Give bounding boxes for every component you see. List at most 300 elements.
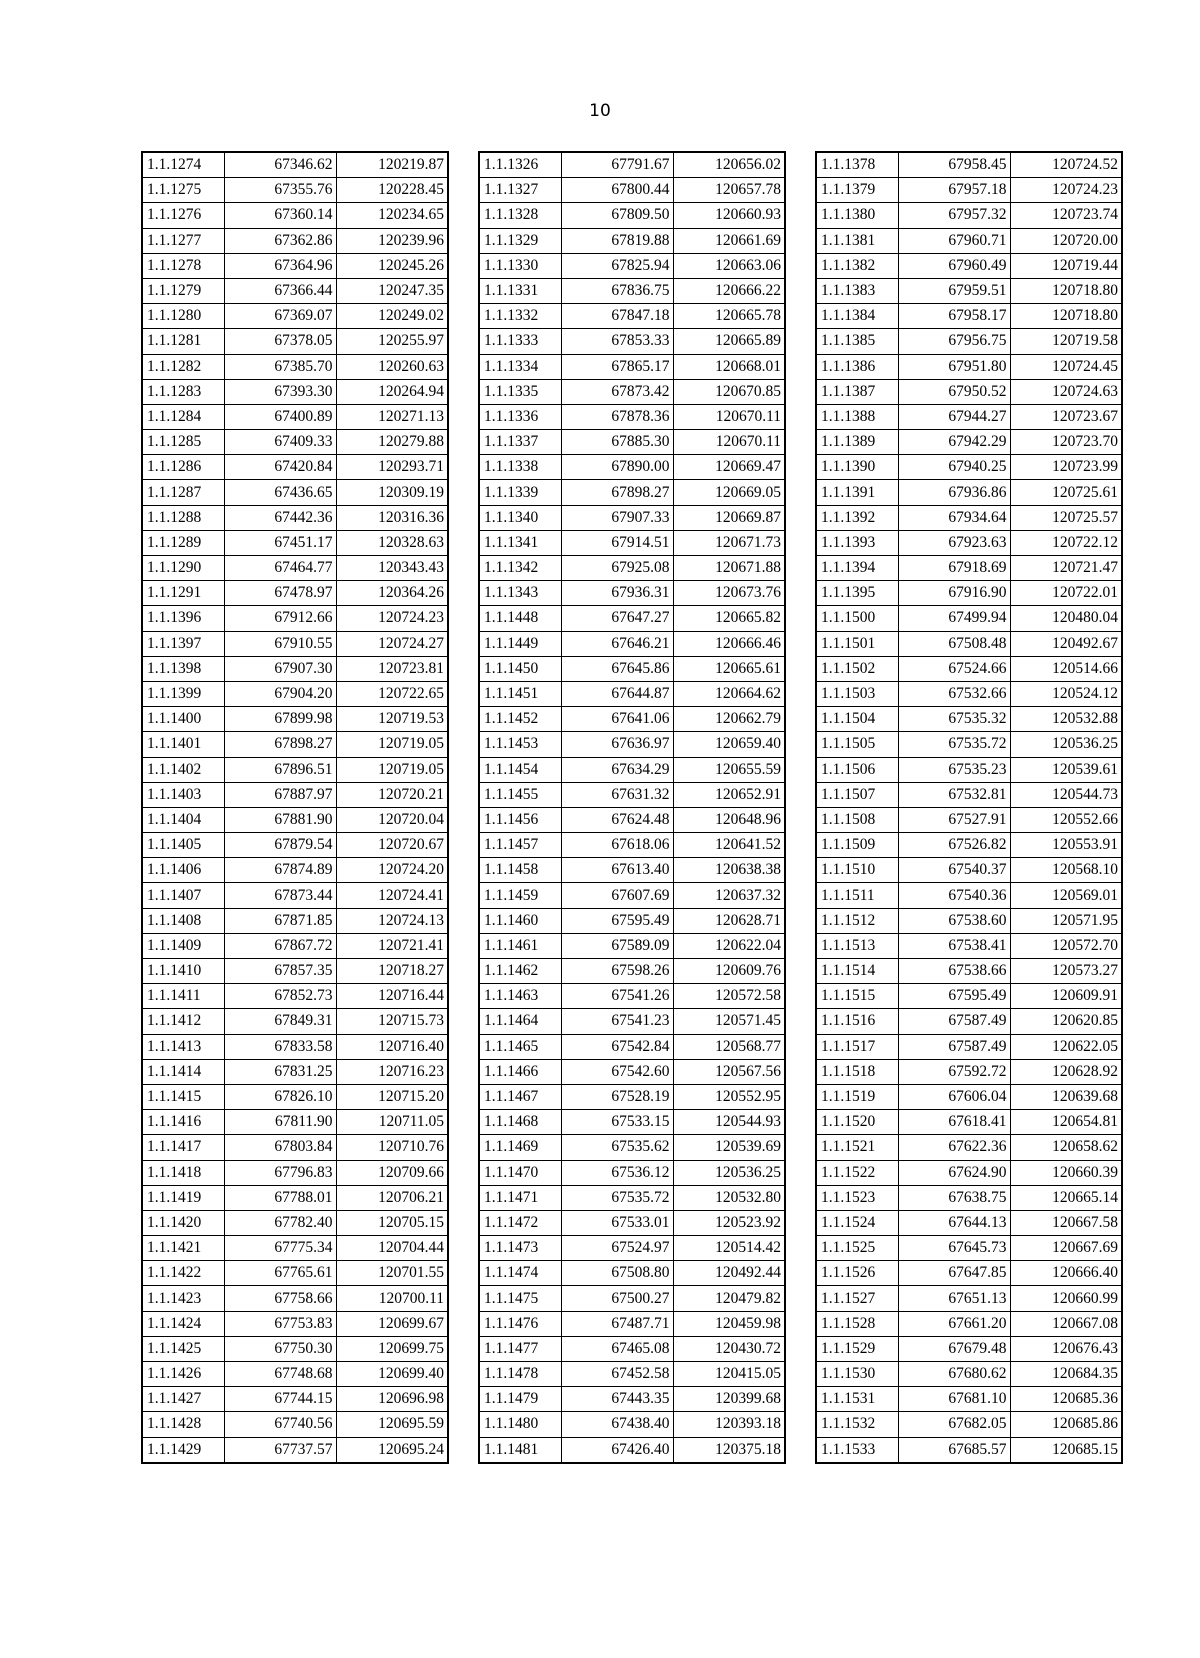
point-id-cell: 1.1.1455 bbox=[479, 782, 561, 807]
x-coordinate-cell: 67524.97 bbox=[561, 1236, 673, 1261]
y-coordinate-cell: 120638.38 bbox=[673, 858, 785, 883]
x-coordinate-cell: 67907.33 bbox=[561, 505, 673, 530]
y-coordinate-cell: 120701.55 bbox=[336, 1261, 448, 1286]
point-id-cell: 1.1.1502 bbox=[816, 656, 898, 681]
x-coordinate-cell: 67748.68 bbox=[224, 1362, 336, 1387]
table-row bbox=[816, 858, 1122, 883]
table-row bbox=[816, 681, 1122, 706]
table-row bbox=[479, 1286, 785, 1311]
point-id-cell: 1.1.1420 bbox=[142, 1210, 224, 1235]
y-coordinate-cell: 120722.12 bbox=[1010, 530, 1122, 555]
y-coordinate-cell: 120393.18 bbox=[673, 1412, 785, 1437]
x-coordinate-cell: 67400.89 bbox=[224, 404, 336, 429]
table-row bbox=[816, 1185, 1122, 1210]
point-id-cell: 1.1.1342 bbox=[479, 556, 561, 581]
point-id-cell: 1.1.1513 bbox=[816, 933, 898, 958]
table-row bbox=[816, 1034, 1122, 1059]
table-row bbox=[142, 1236, 448, 1261]
x-coordinate-cell: 67364.96 bbox=[224, 253, 336, 278]
table-row bbox=[479, 656, 785, 681]
point-id-cell: 1.1.1449 bbox=[479, 631, 561, 656]
point-id-cell: 1.1.1290 bbox=[142, 556, 224, 581]
point-id-cell: 1.1.1511 bbox=[816, 883, 898, 908]
x-coordinate-cell: 67538.41 bbox=[898, 933, 1010, 958]
x-coordinate-cell: 67451.17 bbox=[224, 530, 336, 555]
table-row bbox=[816, 480, 1122, 505]
x-coordinate-cell: 67951.80 bbox=[898, 354, 1010, 379]
x-coordinate-cell: 67535.62 bbox=[561, 1135, 673, 1160]
table-row bbox=[479, 908, 785, 933]
y-coordinate-cell: 120628.71 bbox=[673, 908, 785, 933]
y-coordinate-cell: 120716.40 bbox=[336, 1034, 448, 1059]
table-row bbox=[142, 631, 448, 656]
point-id-cell: 1.1.1394 bbox=[816, 556, 898, 581]
x-coordinate-cell: 67849.31 bbox=[224, 1009, 336, 1034]
x-coordinate-cell: 67871.85 bbox=[224, 908, 336, 933]
y-coordinate-cell: 120711.05 bbox=[336, 1110, 448, 1135]
table-row bbox=[142, 455, 448, 480]
y-coordinate-cell: 120666.40 bbox=[1010, 1261, 1122, 1286]
table-row bbox=[816, 1261, 1122, 1286]
y-coordinate-cell: 120724.63 bbox=[1010, 379, 1122, 404]
point-id-cell: 1.1.1401 bbox=[142, 732, 224, 757]
y-coordinate-cell: 120723.81 bbox=[336, 656, 448, 681]
y-coordinate-cell: 120719.53 bbox=[336, 707, 448, 732]
x-coordinate-cell: 67898.27 bbox=[561, 480, 673, 505]
point-id-cell: 1.1.1332 bbox=[479, 304, 561, 329]
x-coordinate-cell: 67958.45 bbox=[898, 152, 1010, 178]
point-id-cell: 1.1.1395 bbox=[816, 581, 898, 606]
table-row bbox=[816, 1336, 1122, 1361]
point-id-cell: 1.1.1335 bbox=[479, 379, 561, 404]
point-id-cell: 1.1.1275 bbox=[142, 178, 224, 203]
table-row bbox=[479, 354, 785, 379]
x-coordinate-cell: 67737.57 bbox=[224, 1437, 336, 1463]
y-coordinate-cell: 120622.05 bbox=[1010, 1034, 1122, 1059]
x-coordinate-cell: 67638.75 bbox=[898, 1185, 1010, 1210]
table-row bbox=[816, 933, 1122, 958]
point-id-cell: 1.1.1462 bbox=[479, 959, 561, 984]
table-row bbox=[816, 1362, 1122, 1387]
point-id-cell: 1.1.1406 bbox=[142, 858, 224, 883]
point-id-cell: 1.1.1514 bbox=[816, 959, 898, 984]
point-id-cell: 1.1.1284 bbox=[142, 404, 224, 429]
x-coordinate-cell: 67541.26 bbox=[561, 984, 673, 1009]
point-id-cell: 1.1.1403 bbox=[142, 782, 224, 807]
table-row bbox=[816, 505, 1122, 530]
y-coordinate-cell: 120415.05 bbox=[673, 1362, 785, 1387]
point-id-cell: 1.1.1399 bbox=[142, 681, 224, 706]
point-id-cell: 1.1.1282 bbox=[142, 354, 224, 379]
point-id-cell: 1.1.1418 bbox=[142, 1160, 224, 1185]
table-row bbox=[479, 1387, 785, 1412]
table-row bbox=[479, 757, 785, 782]
x-coordinate-cell: 67595.49 bbox=[898, 984, 1010, 1009]
table-row bbox=[142, 681, 448, 706]
point-id-cell: 1.1.1276 bbox=[142, 203, 224, 228]
table-row bbox=[142, 959, 448, 984]
y-coordinate-cell: 120669.05 bbox=[673, 480, 785, 505]
point-id-cell: 1.1.1530 bbox=[816, 1362, 898, 1387]
y-coordinate-cell: 120479.82 bbox=[673, 1286, 785, 1311]
point-id-cell: 1.1.1389 bbox=[816, 430, 898, 455]
x-coordinate-cell: 67800.44 bbox=[561, 178, 673, 203]
point-id-cell: 1.1.1461 bbox=[479, 933, 561, 958]
table-row bbox=[816, 1311, 1122, 1336]
x-coordinate-cell: 67607.69 bbox=[561, 883, 673, 908]
point-id-cell: 1.1.1382 bbox=[816, 253, 898, 278]
table-row bbox=[142, 430, 448, 455]
y-coordinate-cell: 120669.47 bbox=[673, 455, 785, 480]
y-coordinate-cell: 120705.15 bbox=[336, 1210, 448, 1235]
x-coordinate-cell: 67826.10 bbox=[224, 1084, 336, 1109]
table-row bbox=[142, 278, 448, 303]
point-id-cell: 1.1.1460 bbox=[479, 908, 561, 933]
x-coordinate-cell: 67540.36 bbox=[898, 883, 1010, 908]
y-coordinate-cell: 120724.23 bbox=[1010, 178, 1122, 203]
x-coordinate-cell: 67899.98 bbox=[224, 707, 336, 732]
y-coordinate-cell: 120720.67 bbox=[336, 833, 448, 858]
y-coordinate-cell: 120722.01 bbox=[1010, 581, 1122, 606]
y-coordinate-cell: 120544.93 bbox=[673, 1110, 785, 1135]
table-row bbox=[479, 505, 785, 530]
x-coordinate-cell: 67355.76 bbox=[224, 178, 336, 203]
x-coordinate-cell: 67464.77 bbox=[224, 556, 336, 581]
point-id-cell: 1.1.1503 bbox=[816, 681, 898, 706]
y-coordinate-cell: 120652.91 bbox=[673, 782, 785, 807]
table-row bbox=[479, 858, 785, 883]
y-coordinate-cell: 120700.11 bbox=[336, 1286, 448, 1311]
x-coordinate-cell: 67533.01 bbox=[561, 1210, 673, 1235]
point-id-cell: 1.1.1339 bbox=[479, 480, 561, 505]
point-id-cell: 1.1.1472 bbox=[479, 1210, 561, 1235]
y-coordinate-cell: 120514.66 bbox=[1010, 656, 1122, 681]
y-coordinate-cell: 120343.43 bbox=[336, 556, 448, 581]
point-id-cell: 1.1.1287 bbox=[142, 480, 224, 505]
x-coordinate-cell: 67636.97 bbox=[561, 732, 673, 757]
y-coordinate-cell: 120724.41 bbox=[336, 883, 448, 908]
point-id-cell: 1.1.1481 bbox=[479, 1437, 561, 1463]
y-coordinate-cell: 120718.27 bbox=[336, 959, 448, 984]
y-coordinate-cell: 120654.81 bbox=[1010, 1110, 1122, 1135]
table-row bbox=[479, 1210, 785, 1235]
point-id-cell: 1.1.1327 bbox=[479, 178, 561, 203]
table-row bbox=[142, 329, 448, 354]
table-row bbox=[816, 379, 1122, 404]
point-id-cell: 1.1.1415 bbox=[142, 1084, 224, 1109]
point-id-cell: 1.1.1464 bbox=[479, 1009, 561, 1034]
point-id-cell: 1.1.1341 bbox=[479, 530, 561, 555]
table-row bbox=[479, 379, 785, 404]
point-id-cell: 1.1.1329 bbox=[479, 228, 561, 253]
x-coordinate-cell: 67409.33 bbox=[224, 430, 336, 455]
table-row bbox=[816, 707, 1122, 732]
table-row bbox=[142, 1286, 448, 1311]
x-coordinate-cell: 67791.67 bbox=[561, 152, 673, 178]
page-number: 10 bbox=[589, 101, 611, 121]
table-row bbox=[142, 379, 448, 404]
point-id-cell: 1.1.1334 bbox=[479, 354, 561, 379]
y-coordinate-cell: 120260.63 bbox=[336, 354, 448, 379]
point-id-cell: 1.1.1405 bbox=[142, 833, 224, 858]
table-row bbox=[142, 908, 448, 933]
y-coordinate-cell: 120666.22 bbox=[673, 278, 785, 303]
point-id-cell: 1.1.1425 bbox=[142, 1336, 224, 1361]
point-id-cell: 1.1.1474 bbox=[479, 1261, 561, 1286]
x-coordinate-cell: 67879.54 bbox=[224, 833, 336, 858]
x-coordinate-cell: 67852.73 bbox=[224, 984, 336, 1009]
y-coordinate-cell: 120723.67 bbox=[1010, 404, 1122, 429]
table-row bbox=[142, 152, 448, 178]
x-coordinate-cell: 67873.42 bbox=[561, 379, 673, 404]
x-coordinate-cell: 67942.29 bbox=[898, 430, 1010, 455]
y-coordinate-cell: 120724.27 bbox=[336, 631, 448, 656]
x-coordinate-cell: 67811.90 bbox=[224, 1110, 336, 1135]
point-id-cell: 1.1.1416 bbox=[142, 1110, 224, 1135]
table-row bbox=[479, 833, 785, 858]
point-id-cell: 1.1.1279 bbox=[142, 278, 224, 303]
x-coordinate-cell: 67912.66 bbox=[224, 606, 336, 631]
table-row bbox=[142, 883, 448, 908]
point-id-cell: 1.1.1451 bbox=[479, 681, 561, 706]
table-row bbox=[479, 933, 785, 958]
point-id-cell: 1.1.1520 bbox=[816, 1110, 898, 1135]
y-coordinate-cell: 120656.02 bbox=[673, 152, 785, 178]
y-coordinate-cell: 120622.04 bbox=[673, 933, 785, 958]
table-row bbox=[479, 1311, 785, 1336]
x-coordinate-cell: 67540.37 bbox=[898, 858, 1010, 883]
x-coordinate-cell: 67618.41 bbox=[898, 1110, 1010, 1135]
point-id-cell: 1.1.1277 bbox=[142, 228, 224, 253]
x-coordinate-cell: 67644.13 bbox=[898, 1210, 1010, 1235]
point-id-cell: 1.1.1466 bbox=[479, 1059, 561, 1084]
table-row bbox=[479, 304, 785, 329]
table-row bbox=[816, 1236, 1122, 1261]
point-id-cell: 1.1.1337 bbox=[479, 430, 561, 455]
table-row bbox=[142, 178, 448, 203]
y-coordinate-cell: 120364.26 bbox=[336, 581, 448, 606]
y-coordinate-cell: 120628.92 bbox=[1010, 1059, 1122, 1084]
y-coordinate-cell: 120665.82 bbox=[673, 606, 785, 631]
table-row bbox=[479, 984, 785, 1009]
point-id-cell: 1.1.1522 bbox=[816, 1160, 898, 1185]
x-coordinate-cell: 67524.66 bbox=[898, 656, 1010, 681]
table-row bbox=[816, 984, 1122, 1009]
y-coordinate-cell: 120661.69 bbox=[673, 228, 785, 253]
x-coordinate-cell: 67744.15 bbox=[224, 1387, 336, 1412]
x-coordinate-cell: 67782.40 bbox=[224, 1210, 336, 1235]
y-coordinate-cell: 120219.87 bbox=[336, 152, 448, 178]
y-coordinate-cell: 120724.45 bbox=[1010, 354, 1122, 379]
table-row bbox=[479, 1185, 785, 1210]
x-coordinate-cell: 67925.08 bbox=[561, 556, 673, 581]
x-coordinate-cell: 67442.36 bbox=[224, 505, 336, 530]
point-id-cell: 1.1.1450 bbox=[479, 656, 561, 681]
table-row bbox=[479, 1084, 785, 1109]
y-coordinate-cell: 120722.65 bbox=[336, 681, 448, 706]
y-coordinate-cell: 120536.25 bbox=[673, 1160, 785, 1185]
y-coordinate-cell: 120249.02 bbox=[336, 304, 448, 329]
point-id-cell: 1.1.1390 bbox=[816, 455, 898, 480]
table-row bbox=[816, 782, 1122, 807]
y-coordinate-cell: 120724.52 bbox=[1010, 152, 1122, 178]
x-coordinate-cell: 67487.71 bbox=[561, 1311, 673, 1336]
point-id-cell: 1.1.1384 bbox=[816, 304, 898, 329]
y-coordinate-cell: 120667.58 bbox=[1010, 1210, 1122, 1235]
y-coordinate-cell: 120684.35 bbox=[1010, 1362, 1122, 1387]
y-coordinate-cell: 120719.05 bbox=[336, 757, 448, 782]
table-row bbox=[479, 530, 785, 555]
point-id-cell: 1.1.1289 bbox=[142, 530, 224, 555]
point-id-cell: 1.1.1526 bbox=[816, 1261, 898, 1286]
point-id-cell: 1.1.1479 bbox=[479, 1387, 561, 1412]
table-row bbox=[816, 606, 1122, 631]
table-row bbox=[142, 480, 448, 505]
point-id-cell: 1.1.1340 bbox=[479, 505, 561, 530]
table-row bbox=[479, 1009, 785, 1034]
point-id-cell: 1.1.1505 bbox=[816, 732, 898, 757]
table-row bbox=[142, 1110, 448, 1135]
y-coordinate-cell: 120664.62 bbox=[673, 681, 785, 706]
y-coordinate-cell: 120573.27 bbox=[1010, 959, 1122, 984]
x-coordinate-cell: 67369.07 bbox=[224, 304, 336, 329]
y-coordinate-cell: 120245.26 bbox=[336, 253, 448, 278]
x-coordinate-cell: 67535.72 bbox=[898, 732, 1010, 757]
table-row bbox=[816, 1009, 1122, 1034]
table-row bbox=[142, 1387, 448, 1412]
point-id-cell: 1.1.1515 bbox=[816, 984, 898, 1009]
table-row bbox=[142, 933, 448, 958]
y-coordinate-cell: 120670.11 bbox=[673, 404, 785, 429]
table-row bbox=[816, 455, 1122, 480]
point-id-cell: 1.1.1326 bbox=[479, 152, 561, 178]
y-coordinate-cell: 120492.67 bbox=[1010, 631, 1122, 656]
x-coordinate-cell: 67957.32 bbox=[898, 203, 1010, 228]
x-coordinate-cell: 67587.49 bbox=[898, 1009, 1010, 1034]
x-coordinate-cell: 67499.94 bbox=[898, 606, 1010, 631]
point-id-cell: 1.1.1517 bbox=[816, 1034, 898, 1059]
table-row bbox=[142, 707, 448, 732]
table-row bbox=[142, 1034, 448, 1059]
y-coordinate-cell: 120532.80 bbox=[673, 1185, 785, 1210]
point-id-cell: 1.1.1291 bbox=[142, 581, 224, 606]
point-id-cell: 1.1.1454 bbox=[479, 757, 561, 782]
y-coordinate-cell: 120660.99 bbox=[1010, 1286, 1122, 1311]
table-row bbox=[479, 278, 785, 303]
x-coordinate-cell: 67647.85 bbox=[898, 1261, 1010, 1286]
x-coordinate-cell: 67362.86 bbox=[224, 228, 336, 253]
y-coordinate-cell: 120648.96 bbox=[673, 807, 785, 832]
table-row bbox=[816, 404, 1122, 429]
table-row bbox=[142, 1210, 448, 1235]
table-row bbox=[816, 732, 1122, 757]
x-coordinate-cell: 67740.56 bbox=[224, 1412, 336, 1437]
point-id-cell: 1.1.1510 bbox=[816, 858, 898, 883]
y-coordinate-cell: 120662.79 bbox=[673, 707, 785, 732]
point-id-cell: 1.1.1383 bbox=[816, 278, 898, 303]
y-coordinate-cell: 120706.21 bbox=[336, 1185, 448, 1210]
x-coordinate-cell: 67907.30 bbox=[224, 656, 336, 681]
point-id-cell: 1.1.1518 bbox=[816, 1059, 898, 1084]
table-row bbox=[479, 581, 785, 606]
table-row bbox=[142, 581, 448, 606]
point-id-cell: 1.1.1508 bbox=[816, 807, 898, 832]
table-row bbox=[816, 430, 1122, 455]
table-row bbox=[142, 1311, 448, 1336]
point-id-cell: 1.1.1527 bbox=[816, 1286, 898, 1311]
point-id-cell: 1.1.1512 bbox=[816, 908, 898, 933]
y-coordinate-cell: 120228.45 bbox=[336, 178, 448, 203]
table-row bbox=[479, 1110, 785, 1135]
table-row bbox=[816, 1160, 1122, 1185]
point-id-cell: 1.1.1380 bbox=[816, 203, 898, 228]
y-coordinate-cell: 120718.80 bbox=[1010, 304, 1122, 329]
point-id-cell: 1.1.1286 bbox=[142, 455, 224, 480]
y-coordinate-cell: 120234.65 bbox=[336, 203, 448, 228]
table-row bbox=[479, 631, 785, 656]
y-coordinate-cell: 120536.25 bbox=[1010, 732, 1122, 757]
point-id-cell: 1.1.1414 bbox=[142, 1059, 224, 1084]
x-coordinate-cell: 67847.18 bbox=[561, 304, 673, 329]
table-row bbox=[479, 959, 785, 984]
x-coordinate-cell: 67536.12 bbox=[561, 1160, 673, 1185]
point-id-cell: 1.1.1480 bbox=[479, 1412, 561, 1437]
point-id-cell: 1.1.1411 bbox=[142, 984, 224, 1009]
table-row bbox=[479, 681, 785, 706]
x-coordinate-cell: 67528.19 bbox=[561, 1084, 673, 1109]
point-id-cell: 1.1.1528 bbox=[816, 1311, 898, 1336]
table-row bbox=[142, 505, 448, 530]
x-coordinate-cell: 67645.73 bbox=[898, 1236, 1010, 1261]
point-id-cell: 1.1.1400 bbox=[142, 707, 224, 732]
y-coordinate-cell: 120667.08 bbox=[1010, 1311, 1122, 1336]
y-coordinate-cell: 120667.69 bbox=[1010, 1236, 1122, 1261]
table-row bbox=[142, 1059, 448, 1084]
table-row bbox=[479, 455, 785, 480]
y-coordinate-cell: 120723.74 bbox=[1010, 203, 1122, 228]
x-coordinate-cell: 67500.27 bbox=[561, 1286, 673, 1311]
point-id-cell: 1.1.1448 bbox=[479, 606, 561, 631]
point-id-cell: 1.1.1423 bbox=[142, 1286, 224, 1311]
y-coordinate-cell: 120695.24 bbox=[336, 1437, 448, 1463]
y-coordinate-cell: 120247.35 bbox=[336, 278, 448, 303]
x-coordinate-cell: 67853.33 bbox=[561, 329, 673, 354]
y-coordinate-cell: 120720.04 bbox=[336, 807, 448, 832]
y-coordinate-cell: 120569.01 bbox=[1010, 883, 1122, 908]
y-coordinate-cell: 120264.94 bbox=[336, 379, 448, 404]
table-row bbox=[816, 354, 1122, 379]
table-row bbox=[479, 1236, 785, 1261]
x-coordinate-cell: 67681.10 bbox=[898, 1387, 1010, 1412]
x-coordinate-cell: 67936.31 bbox=[561, 581, 673, 606]
point-id-cell: 1.1.1504 bbox=[816, 707, 898, 732]
point-id-cell: 1.1.1404 bbox=[142, 807, 224, 832]
point-id-cell: 1.1.1381 bbox=[816, 228, 898, 253]
y-coordinate-cell: 120660.39 bbox=[1010, 1160, 1122, 1185]
x-coordinate-cell: 67680.62 bbox=[898, 1362, 1010, 1387]
table-row bbox=[816, 581, 1122, 606]
x-coordinate-cell: 67750.30 bbox=[224, 1336, 336, 1361]
table-row bbox=[816, 152, 1122, 178]
table-row bbox=[142, 732, 448, 757]
table-row bbox=[816, 1059, 1122, 1084]
y-coordinate-cell: 120715.20 bbox=[336, 1084, 448, 1109]
x-coordinate-cell: 67796.83 bbox=[224, 1160, 336, 1185]
point-id-cell: 1.1.1453 bbox=[479, 732, 561, 757]
point-id-cell: 1.1.1501 bbox=[816, 631, 898, 656]
point-id-cell: 1.1.1428 bbox=[142, 1412, 224, 1437]
x-coordinate-cell: 67538.60 bbox=[898, 908, 1010, 933]
